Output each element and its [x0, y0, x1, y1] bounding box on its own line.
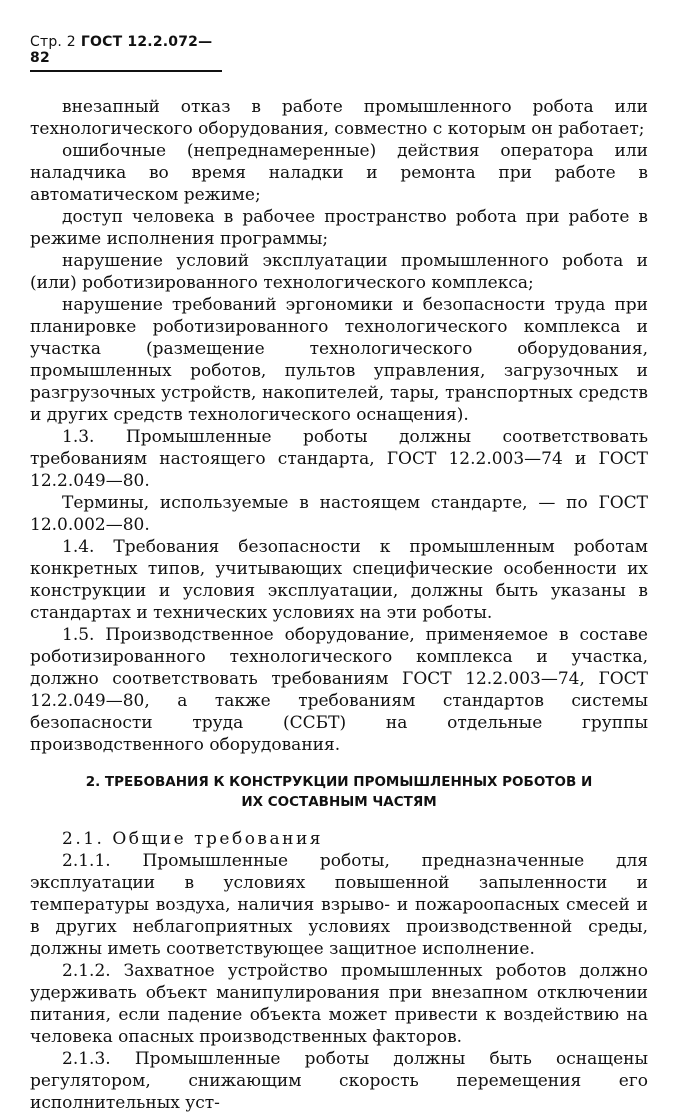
document-id: ГОСТ 12.2.072—82 — [30, 34, 213, 66]
paragraph: нарушение условий эксплуатации промышленного робота и (или) роботизированного технологического комплекса; — [30, 251, 648, 293]
paragraph: доступ человека в рабочее пространство робота при работе в режиме исполнения программы; — [30, 207, 648, 249]
paragraph-1-5: 1.5. Производственное оборудование, применяемое в составе роботизированного технологического комплекса и участка, должно соответствовать требованиям ГОСТ 12.2.003—74, ГОСТ 12.2.049—80, а также требованиям стандартов системы безопасности труда (ССБТ) на отдельные группы производственного оборудования. — [30, 625, 648, 755]
paragraph-1-3: 1.3. Промышленные роботы должны соответствовать требованиям настоящего стандарта, ГОСТ 12.2.003—74 и ГОСТ 12.2.049—80. — [30, 427, 648, 491]
document-body — [30, 96, 648, 1114]
section-title-line: 2. ТРЕБОВАНИЯ К КОНСТРУКЦИИ ПРОМЫШЛЕННЫХ РОБОТОВ И — [85, 774, 593, 790]
subheading-general: 2.1. Общие требования — [62, 829, 324, 849]
paragraph: ошибочные (непреднамеренные) действия оператора или наладчика во время наладки и ремонта при работе в автоматическом режиме; — [30, 141, 648, 205]
section-title-line: ИХ СОСТАВНЫМ ЧАСТЯМ — [241, 794, 437, 810]
section-title — [50, 772, 628, 812]
paragraph-2-1-1: 2.1.1. Промышленные роботы, предназначенные для эксплуатации в условиях повышенной запыленности и температуры воздуха, наличия взрыво- и пожароопасных смесей и в других неблагоприятных условиях производственной среды, должны иметь соответствующее защитное исполнение. — [30, 851, 648, 959]
paragraph-terms: Термины, используемые в настоящем стандарте, — по ГОСТ 12.0.002—80. — [30, 493, 648, 535]
paragraph-2-1-2: 2.1.2. Захватное устройство промышленных роботов должно удерживать объект манипулирования при внезапном отключении питания, если падение объекта может привести к воздействию на человека опасных производственных факторов. — [30, 961, 648, 1047]
paragraph: нарушение требований эргономики и безопасности труда при планировке роботизированного технологического комплекса и участка (размещение технологического оборудования, промышленных роботов, пультов управления, загрузочных и разгрузочных устройств, накопителей, тары, транспортных средств и других средств технологического оснащения). — [30, 295, 648, 425]
page-number: Стр. 2 — [30, 34, 76, 50]
paragraph-2-1-3: 2.1.3. Промышленные роботы должны быть оснащены регулятором, снижающим скорость перемещения его исполнительных уст- — [30, 1049, 648, 1113]
page-header — [30, 34, 222, 72]
paragraph: внезапный отказ в работе промышленного робота или технологического оборудования, совместно с которым он работает; — [30, 97, 648, 139]
paragraph-1-4: 1.4. Требования безопасности к промышленным роботам конкретных типов, учитывающих специфические особенности их конструкции и условия эксплуатации, должны быть указаны в стандартах и технических условиях на эти роботы. — [30, 537, 648, 623]
